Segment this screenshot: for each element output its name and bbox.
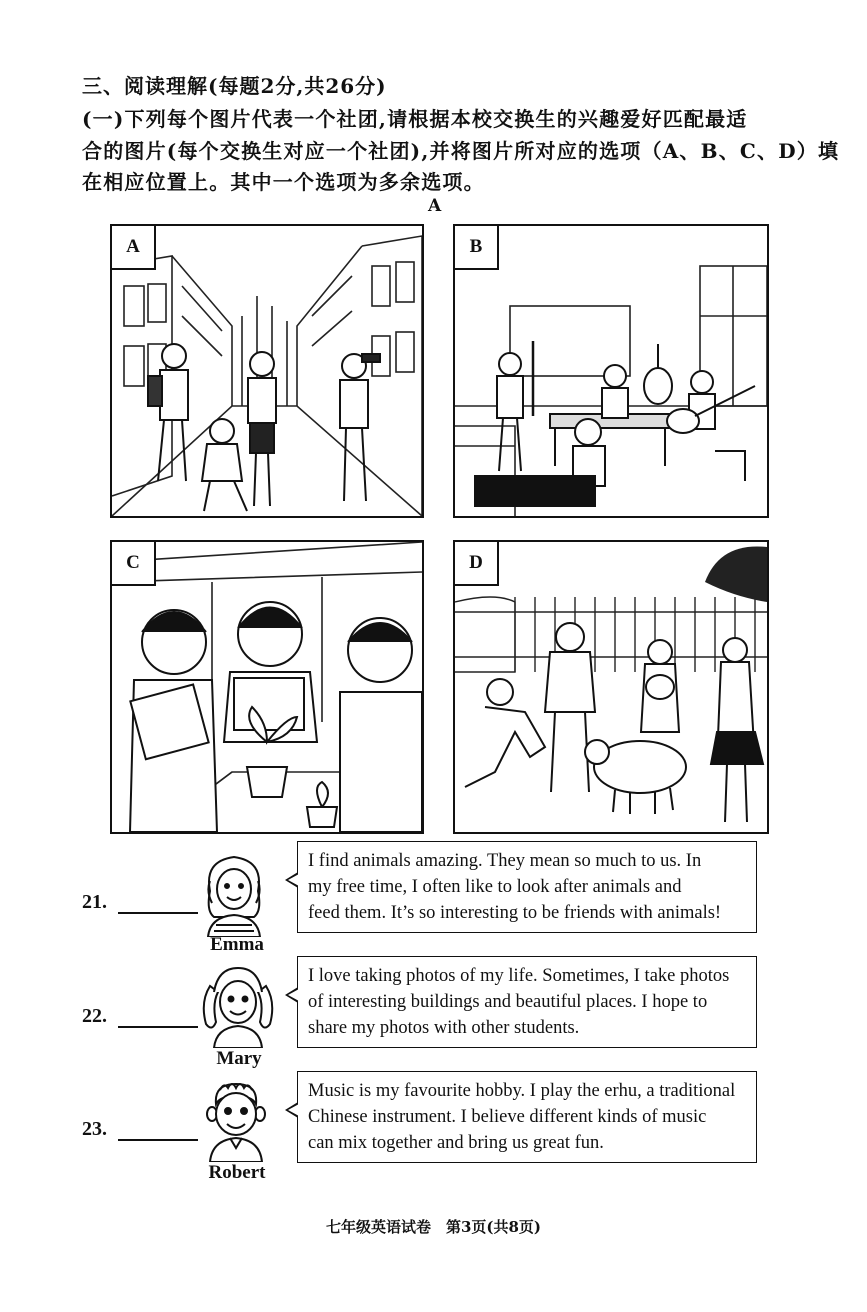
- panel-letter-d: D: [455, 542, 499, 586]
- bubble-line: Chinese instrument. I believe different kinds of music: [308, 1107, 707, 1127]
- bubble-line: Music is my favourite hobby. I play the erhu, a traditional: [308, 1081, 736, 1101]
- question-number-23: 23.: [82, 1118, 107, 1140]
- answer-blank-21[interactable]: [118, 912, 198, 914]
- student-name-robert: Robert: [208, 1162, 266, 1183]
- instruction-line-3: 在相应位置上。其中一个选项为多余选项。: [82, 170, 485, 194]
- street-photo-illustration: [112, 226, 422, 516]
- picture-panel-c: [110, 540, 424, 834]
- robert-portrait-icon: [198, 1076, 274, 1162]
- page-footer: 七年级英语试卷 第3页(共8页): [325, 1218, 542, 1236]
- section-title: 三、阅读理解(每题2分,共26分): [82, 74, 387, 98]
- speech-bubble-emma: [297, 841, 757, 933]
- group-label: A: [428, 196, 442, 216]
- bubble-line: share my photos with other students.: [308, 1018, 580, 1038]
- plant-club-illustration: [112, 542, 422, 832]
- music-club-illustration: [455, 226, 767, 516]
- bubble-line: of interesting buildings and beautiful places. I hope to: [308, 992, 708, 1012]
- bubble-line: my free time, I often like to look after animals and: [308, 877, 682, 897]
- panel-letter-b: B: [455, 226, 499, 270]
- emma-portrait-icon: [196, 851, 272, 937]
- animal-club-illustration: [455, 542, 767, 832]
- answer-blank-22[interactable]: [118, 1026, 198, 1028]
- speech-bubble-robert: [297, 1071, 757, 1163]
- mary-portrait-icon: [198, 962, 278, 1048]
- instruction-line-2: 合的图片(每个交换生对应一个社团),并将图片所对应的选项（A、B、C、D）填: [82, 139, 840, 163]
- answer-blank-23[interactable]: [118, 1139, 198, 1141]
- question-number-21: 21.: [82, 891, 107, 913]
- bubble-line: feed them. It’s so interesting to be friends with animals!: [308, 903, 722, 923]
- student-name-mary: Mary: [216, 1048, 262, 1069]
- picture-panel-d: [453, 540, 769, 834]
- bubble-line: I find animals amazing. They mean so much to us. In: [308, 851, 702, 871]
- robert-avatar: [198, 1076, 274, 1162]
- student-name-emma: Emma: [210, 934, 264, 955]
- picture-panel-a: [110, 224, 424, 518]
- panel-letter-a: A: [112, 226, 156, 270]
- panel-letter-c: C: [112, 542, 156, 586]
- instruction-line-1: (一)下列每个图片代表一个社团,请根据本校交换生的兴趣爱好匹配最适: [82, 107, 748, 131]
- mary-avatar: [198, 962, 278, 1048]
- speech-bubble-mary: [297, 956, 757, 1048]
- picture-panel-b: [453, 224, 769, 518]
- question-number-22: 22.: [82, 1005, 107, 1027]
- bubble-line: I love taking photos of my life. Sometimes, I take photos: [308, 966, 730, 986]
- emma-avatar: [196, 851, 272, 937]
- bubble-line: can mix together and bring us great fun.: [308, 1133, 604, 1153]
